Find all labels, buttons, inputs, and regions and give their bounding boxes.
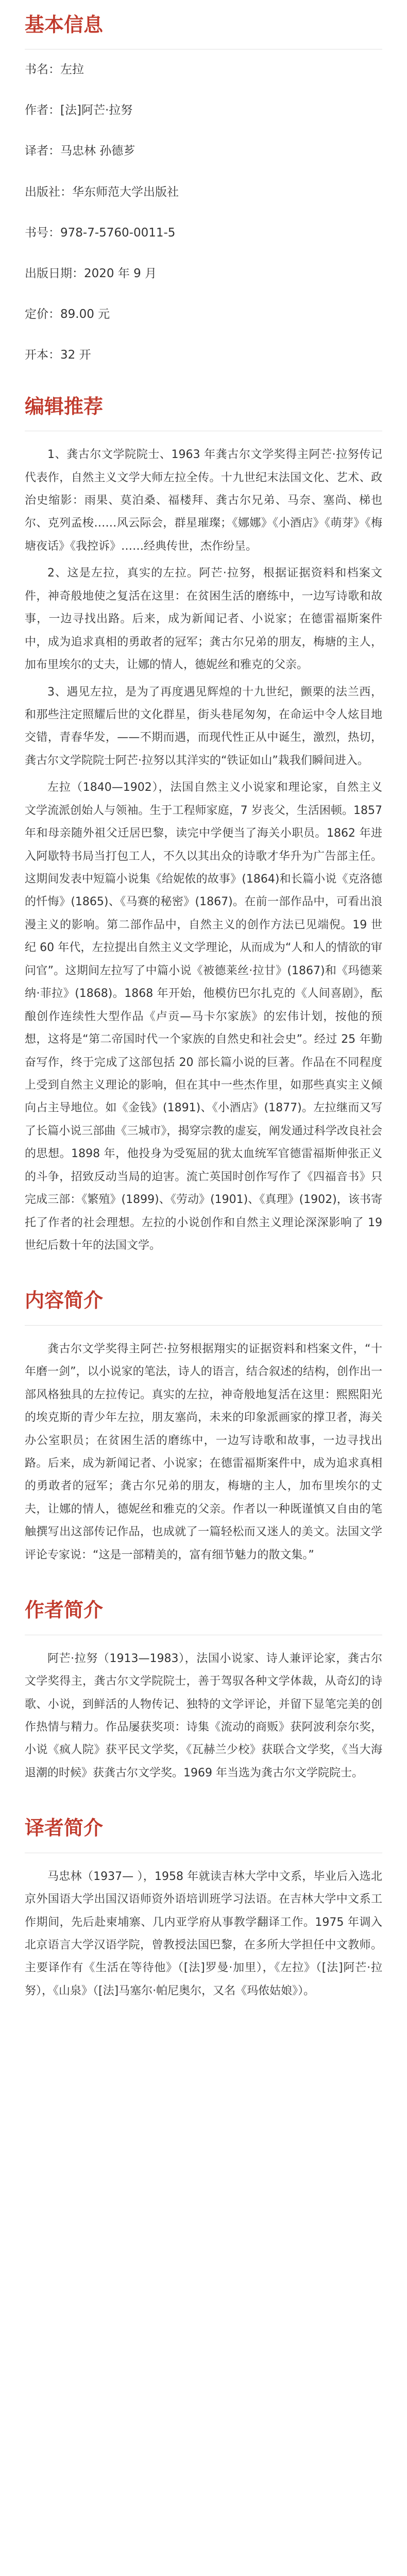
info-value: 马忠林 孙德芗 [60, 144, 135, 158]
editor-recommendation-title: 编辑推荐 [25, 395, 104, 418]
info-row-translator [25, 143, 382, 159]
section-divider [25, 1325, 382, 1326]
info-label: 开本： [25, 348, 60, 362]
info-label: 作者： [25, 104, 60, 117]
info-label: 定价： [25, 307, 60, 321]
info-value: [法]阿芒·拉努 [60, 104, 133, 117]
author-intro-title: 作者简介 [25, 1599, 104, 1622]
translator-paragraph: 马忠林（1937— ），1958 年就读吉林大学中文系，毕业后入选北京外国语大学出国汉语师资外语培训班学习法语。在吉林大学中文系工作期间，先后赴柬埔寨、几内亚学府从事教学翻译工作。1975 年调入北京语言大学汉语学院，曾教授法国巴黎，在多所大学担任中文教师。主要译作有《生活在等待他》（[法]罗曼·加里），《左拉》（[法]阿芒·拉努），《山泉》（[法]马塞尔·帕尼奥尔，又名《玛侬姑娘》）。 [25, 1870, 382, 1997]
info-label: 出版社： [25, 185, 72, 199]
author-intro-section [25, 1598, 382, 1785]
recommendation-paragraph: 左拉（1840—1902），法国自然主义小说家和理论家，自然主义文学流派创始人与领袖。生于工程师家庭，7 岁丧父，生活困顿。1857 年和母亲随外祖父迁居巴黎，读完中学便当了海关小职员。1862 年进入阿歇特书局当打包工人，不久以其出众的诗歌才华升为广告部主任。这期间发表中短篇小说集《给妮侬的故事》(1864)和长篇小说《克洛德的忏悔》(1865)、《马赛的秘密》(1867)。在前一部作品中，可看出浪漫主义的影响。第二部作品中，自然主义的创作方法已见端倪。19 世纪 60 年代，左拉提出自然主义文学理论，从而成为“人和人的情欲的审问官”。这期间左拉写了中篇小说《被德莱丝·拉甘》(1867)和《玛德莱纳·菲拉》(1868)。1868 年开始，他模仿巴尔扎克的《人间喜剧》，酝酿创作连续性大型作品《卢贡—马卡尔家族》的宏伟计划，按他的预想，这将是“第二帝国时代一个家族的自然史和社会史”。经过 25 年勤奋写作，终于完成了这部包括 20 部长篇小说的巨著。作品在不同程度上受到自然主义理论的影响，但在其中一些杰作里，如那些真实主义倾向占主导地位。如《金钱》(1891)、《小酒店》(1877)。左拉继而又写了长篇小说三部曲《三城市》，揭穿宗教的虚妄，阐发通过科学改良社会的思想。1898 年，他投身为受冤屈的犹太血统军官德雷福斯伸张正义的斗争，招致反动当局的迫害。流亡英国时创作写作了《四福音书》只完成三部：《繁殖》(1899)、《劳动》(1901)、《真理》(1902)，该书寄托了作者的社会理想。左拉的小说创作和自然主义理论深深影响了 19 世纪后数十年的法国文学。 [25, 781, 382, 1252]
info-label: 书名： [25, 63, 60, 77]
basic-info-title: 基本信息 [25, 13, 104, 36]
info-value: 2020 年 9 月 [84, 266, 157, 280]
info-value: 89.00 元 [60, 307, 110, 321]
recommendation-paragraph: 2、这是左拉，真实的左拉。阿芒·拉努，根据证据资料和档案文件，神奇般地使之复活在这里：在贫困生活的磨练中，一边写诗歌和故事，一边寻找出路。后来，成为新闻记者、小说家；在德雷福斯案件中，成为追求真相的勇敢者的冠军；龚古尔兄弟的朋友，梅塘的主人，加布里埃尔的丈夫，让娜的情人，德妮丝和雅克的父亲。 [25, 567, 382, 672]
recommendation-paragraph: 3、遇见左拉，是为了再度遇见辉煌的十九世纪，颤栗的法兰西，和那些注定照耀后世的文化群星，街头巷尾匆匆，在命运中令人炫目地交错，青春华发，——不期而遇，而现代性正从中诞生，激烈，热切，龚古尔文学院院士阿芒·拉努以其洋实的“铁证如山”栽我们瞬间进入。 [25, 685, 382, 767]
info-value: 32 开 [60, 348, 91, 362]
content-summary-section [25, 1288, 382, 1567]
info-row-author [25, 103, 382, 118]
translator-intro-title: 译者简介 [25, 1817, 104, 1840]
content-summary-title: 内容简介 [25, 1289, 104, 1312]
editor-recommendation-section [25, 394, 382, 1258]
basic-info-section [25, 12, 382, 363]
info-label: 出版日期： [25, 266, 84, 280]
info-label: 书号： [25, 226, 60, 240]
info-row-isbn [25, 225, 382, 241]
info-value: 978-7-5760-0011-5 [60, 226, 176, 240]
info-label: 译者： [25, 144, 60, 158]
info-row-title [25, 62, 382, 78]
info-row-publish-date [25, 266, 382, 282]
info-row-publisher [25, 184, 382, 200]
summary-paragraph: 龚古尔文学奖得主阿芒·拉努根据翔实的证据资料和档案文件，“十年磨一剑”，以小说家的笔法，诗人的语言，结合叙述的结构，创作出一部风格独具的左拉传记。真实的左拉，神奇般地复活在这里：熙熙阳光的埃克斯的青少年左拉，朋友塞尚，未来的印象派画家的撑卫者，海关办公室职员；在贫困生活的磨练中，一边写诗歌和故事，一边寻找出路。后来，成为新闻记者、小说家；在德雷福斯案件中，成为追求真相的勇敢者的冠军；龚古尔兄弟的朋友，梅塘的主人，加布里埃尔的丈夫，让娜的情人，德妮丝和雅克的父亲。作者以一种既谨慎又自由的笔触撰写出这部传记作品，也成就了一篇轻松而又迷人的美文。法国文学评论专家说：“这是一部精美的，富有细节魅力的散文集。” [25, 1342, 382, 1562]
info-list [25, 62, 382, 363]
author-paragraph: 阿芒·拉努（1913—1983），法国小说家、诗人兼评论家，龚古尔文学奖得主，龚古尔文学院院士，善于驾驭各种文学体裁，从奇幻的诗歌、小说，到鲜活的人物传记、独特的文学评论，并留下显笔完美的创作热情与精力。作品屡获奖项：诗集《流动的商贩》获阿波利奈尔奖，小说《疯人院》获平民文学奖，《瓦赫兰少校》获联合文学奖，《当大海退潮的时候》获龚古尔文学奖。1969 年当选为龚古尔文学院院士。 [25, 1652, 382, 1780]
recommendation-paragraph: 1、龚古尔文学院院士、1963 年龚古尔文学奖得主阿芒·拉努传记代表作，自然主义文学大师左拉全传。十九世纪末法国文化、艺术、政治史缩影：雨果、莫泊桑、福楼拜、龚古尔兄弟、马奈、塞尚、梯也尔、克列孟梭……风云际会，群星璀璨；《娜娜》《小酒店》《萌芽》《梅塘夜话》《我控诉》……经典传世，杰作纷呈。 [25, 448, 382, 553]
info-value: 华东师范大学出版社 [72, 185, 179, 199]
info-value: 左拉 [60, 63, 84, 77]
translator-intro-section [25, 1816, 382, 2003]
info-row-format [25, 347, 382, 363]
info-row-price [25, 307, 382, 323]
